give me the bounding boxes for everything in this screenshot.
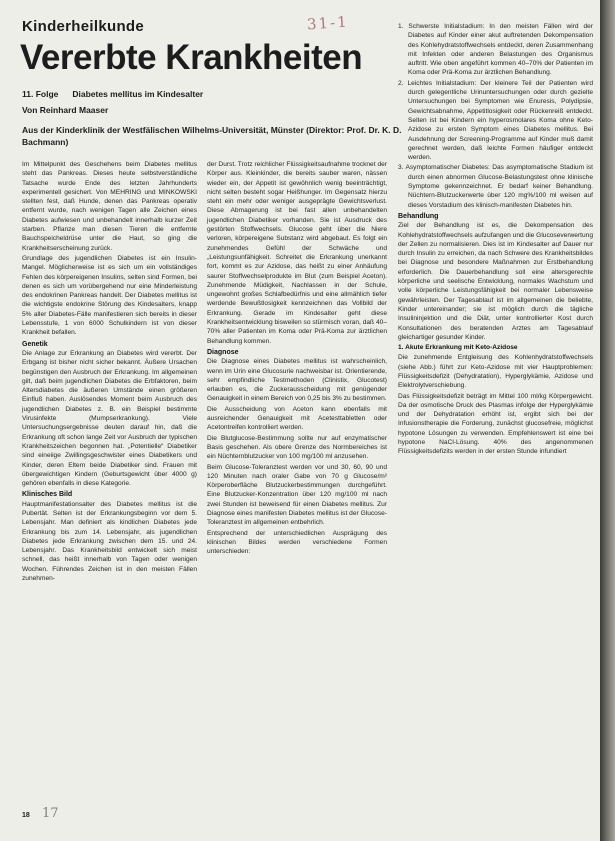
text-column-3 xyxy=(398,22,593,458)
article-title: Vererbte Krankheiten xyxy=(20,38,363,77)
paragraph: Die Ausscheidung von Aceton kann ebenfalls mit ausreichender Genauigkeit mit Acetesttabletten oder Acetontreifen kontrolliert werden. xyxy=(207,405,387,432)
paragraph: Ziel der Behandlung ist es, die Dekompensation des Kohlehydratstoffwechsels aufzufangen und die Glucoseverwertung der Zellen zu normalisieren. Dies ist im Kindesalter auf Dauer nur durch Insulin zu erreichen, da nach Schwere des Krankheitsbildes bei Diagnose und besondere Maßnahmen zur Erstbehandlung erforderlich. Die Dauerbehandlung soll eine altersgerechte körperliche und seelische Entwicklung, normales Wachstum und volle körperliche Leistungsfähigkeit bei normaler Lebensweise gewährleisten. Der Tagesablauf ist im allgemeinen die beliebte, Kinder untereinander; sie ist möglich durch die tägliche Insulininjektion und die Diät, unter kontrollierter Kost durch Konsultationen des beratenden Arztes am Tagesablauf gleichartiger gesunder Kinder. xyxy=(398,222,593,341)
author-line: Von Reinhard Maaser xyxy=(22,105,109,115)
book-gutter xyxy=(600,0,615,841)
paragraph: Hauptmanifestationsalter des Diabetes mellitus ist die Pubertät. Selten ist der Erkrankungsbeginn vor dem 5. Lebensjahr. Man definiert als kindlichen Diabetes jede Erkrankung bis zum 14. Lebensjahr, als jugendlichen Diabetes jede Erkrankung zwischen dem 15. und 24. Lebensjahr. Das Krankheitsbild entwickelt sich meist schnell, das heißt innerhalb von Tagen oder wenigen Wochen. Führendes Zeichen ist in den meisten Fällen zunehmen- xyxy=(22,500,197,583)
handwritten-note: 31-1 xyxy=(306,12,350,34)
paragraph: Die Blutglucose-Bestimmung sollte nur auf enzymatischer Basis geschehen. Als obere Grenze des Normbereiches ist ein Nüchternblutzucker von 100 mg/100 ml anzusehen. xyxy=(207,434,387,461)
list-item: 1. Schwerste Initialstadium: In den meisten Fällen wird der Diabetes auf Kinder einer akut auftretenden Dekompensation des Kohlehydratstoffwechsels entdeckt, deren Zusammenhang mit Infekten oder anderen Belastungen des Organismus auftritt. Wie oben angeführt kommen 40–70% der Patienten im Koma oder Prä-Koma zur ärztlichen Behandlung. xyxy=(398,23,593,77)
paragraph: Beim Glucose-Toleranztest werden vor und 30, 60, 90 und 120 Minuten nach oraler Gabe von 70 g Glucose/m² Körperoberfläche Blutzuckerbestimmungen durchgeführt. Eine Blutzucker-Konzentration über 120 mg/100 ml nach zwei Stunden ist beweisend für einen Diabetes mellitus. Zur Diagnose eines manifesten Diabetes mellitus ist der Glucose-Toleranztest im allgemeinen entbehrlich. xyxy=(207,463,387,527)
series-line xyxy=(22,89,203,99)
text-column-2 xyxy=(207,160,387,557)
handwritten-page-number: 17 xyxy=(42,806,59,821)
series-subject: Diabetes mellitus im Kindesalter xyxy=(72,89,204,99)
subheading-behandlung: Behandlung xyxy=(398,212,439,220)
subheading-genetik: Genetik xyxy=(22,340,48,348)
paragraph: Das Flüssigkeitsdefizit beträgt im Mittel 100 ml/kg Körpergewicht. Da der osmotische Druck des Plasmas infolge der Hyperglykämie und der Dehydratation erhöht ist, ergibt sich bei der Infusionstherapie die Forderung, zunächst glucosefreie, möglichst hypotone Lösungen zu verwenden. Empfehlenswert ist eine bei hypotone NaCl-Lösung. 40% des angenommenen Flüssigkeitsdefizits werden in der ersten Stunde infundiert xyxy=(398,392,593,456)
list-item: 2. Leichtes Initialstadium: Der kleinere Teil der Patienten wird durch gelegentliche Urinuntersuchungen oder durch gezielte Untersuchungen bei Symptomen wie Enuresis, Polydipsie, Gewichtsabnahme, Appetitlosigkeit oder Rückenreiß entdeckt. Selten ist bei Kindern ein hyperosmolares Koma ohne Keto-Azidose zu ersten Symptom eines Diabetes mellitus. Bei Ausdehnung der Screening-Programme auf Kinder muß damit gerechnet werden, daß leichte Formen häufiger entdeckt werden. xyxy=(398,79,593,162)
paragraph: Im Mittelpunkt des Geschehens beim Diabetes mellitus steht das Pankreas. Dieses heute selbstverständliche Tatsache wurde Ende des letzten Jahrhunderts experimentell gesichert. Von MEHRING und MINKOWSKI stellten fest, daß Hunde, denen das Pankreas operativ entfernt wurde, nach wenigen Tagen alle Zeichen eines Diabetes aufwiesen und unbehandelt innerhalb kurzer Zeit starben. Pflanze man diesen Tieren die entfernte Bauchspeicheldrüse unter die Haut, so ging die Krankheitserscheinung zurück. xyxy=(22,161,197,252)
subheading-keto-azidose: 1. Akute Erkrankung mit Keto-Azidose xyxy=(398,344,518,352)
text-column-1 xyxy=(22,160,197,584)
page-number: 18 xyxy=(22,812,30,819)
list-item: 3. Asymptomatischer Diabetes: Das asymptomatische Stadium ist durch einen abnormen Glucose-Belastungstest ohne klinische Symptome gekennzeichnet. Er bedarf keiner Behandlung. Nüchtern-Blutzuckerwerte über 120 mg%/100 ml weisen auf dieses Vorstadium des klinisch-manifesten Diabetes hin. xyxy=(398,164,593,209)
paragraph: Die Anlage zur Erkrankung an Diabetes wird vererbt. Der Erbgang ist bisher nicht sicher bekannt. Äußere Ursachen begünstigen den Ausbruch der Erkrankung. Im allgemeinen gilt, daß beim jugendlichen Diabetes die Erbfaktoren, beim Altersdiabetes die äußeren Umstände einen größeren Einfluß haben. Auslösendes Moment beim Ausbruch des jugendlichen Diabetes z. B. ein Beispiel bestimmte Virusinfekte (Mumpserkrankung). Viele Untersuchungsergebnisse deuten darauf hin, daß die Erkrankung oft schon lange Zeit vor Ausbruch der typischen Krankheitszeichen begonnen hat. „Potentielle“ Diabetiker sind eineiige Zwillingsgeschwister eines Diabetikers und Kinder, deren Eltern beide Diabetiker sind. Frauen mit übergewichtigen Kindern (Geburtsgewicht über 4000 g) gehören ebenfalls in diese Kategorie. xyxy=(22,349,197,488)
subheading-klinik: Klinisches Bild xyxy=(22,491,73,499)
paragraph: Entsprechend der unterschiedlichen Ausprägung des klinischen Bildes werden verschiedene Formen unterschieden: xyxy=(207,529,387,556)
section-label: Kinderheilkunde xyxy=(22,18,145,35)
paragraph: Grundlage des jugendlichen Diabetes ist ein Insulin-Mangel. Möglicherweise ist es sich um ein vollständiges Fehlen des körpereigenen Insulins, selten sind Formen, bei denen es sich um vorübergehend nur eine Minderleistung des endokrinen Pankreas handelt. Der Diabetes mellitus ist die wichtigste endokrine Störung des Kindesalters, knapp 5% aller Diabetes-Fälle manifestieren sich bereits in dieser Lebensstufe, 1 von 6000 Schulkindern ist von dieser Krankheit befallen. xyxy=(22,254,197,337)
paragraph: Die zunehmende Entgleisung des Kohlenhydratstoffwechsels (siehe Abb.) führt zur Keto-Azidose mit vier Hauptproblemen: Flüssigkeitsdefizit (Dehydratation), Hyperglykämie, Azidose und Elektrolytverschiebung. xyxy=(398,354,593,390)
paragraph: Die Diagnose eines Diabetes mellitus ist wahrscheinlich, wenn im Urin eine Glucosurie nachweisbar ist. Orientierende, sehr empfindliche Testmethoden (Clinistix, Glucotest) erlauben es, die Zuckerausscheidung mit genügender Genauigkeit in einem Bereich von 0,25 bis 3% zu bestimmen. xyxy=(207,358,387,403)
subheading-diagnose: Diagnose xyxy=(207,348,239,356)
affiliation: Aus der Kinderklinik der Westfälischen Wilhelms-Universität, Münster (Direktor: Prof. Dr. K. D. Bachmann) xyxy=(22,125,402,147)
paragraph: der Durst. Trotz reichlicher Flüssigkeitsaufnahme trocknet der Körper aus. Kleinkinder, die bereits sauber waren, nässen wieder ein, der Appetit ist gewöhnlich wenig beeinträchtigt, nicht selten besteht sogar Heißhunger. Im Gegensatz hierzu steht ein mehr oder weniger ausgeprägte Gewichtsverlust. Diese Abmagerung ist bei fast allen unbehandelten jugendlichen Diabetiker vorhanden. Sie ist Ausdruck des gestörten Stoffwechsels. Glucose geht über die Niere verloren, körpereigene Substanz wird abgebaut. Es folgt ein zunehmendes Gefühl der Schwäche und „Leistungsunfähigkeit. Schreitet die Erkrankung unerkannt fort, kommt es zur Azidose, das heißt zu einer Anhäufung saurer Stoffwechselprodukte im Blut (zum Beispiel Aceton). Zunehmende Müdigkeit, Nachlassen in der Schule, ungewohnt großes Schlafbedürfnis und eine allmählich tiefer werdende Bewußtlosigkeit kennzeichnen das Vollbild der Erkrankung. Gerade im Kindesalter geht diese Krankheitsentwicklung bisweilen so stürmisch voran, daß 40–70% aller Patienten im Koma oder Prä-Koma zur ärztlichen Behandlung kommen. xyxy=(207,161,387,345)
series-number: 11. Folge xyxy=(22,89,59,99)
